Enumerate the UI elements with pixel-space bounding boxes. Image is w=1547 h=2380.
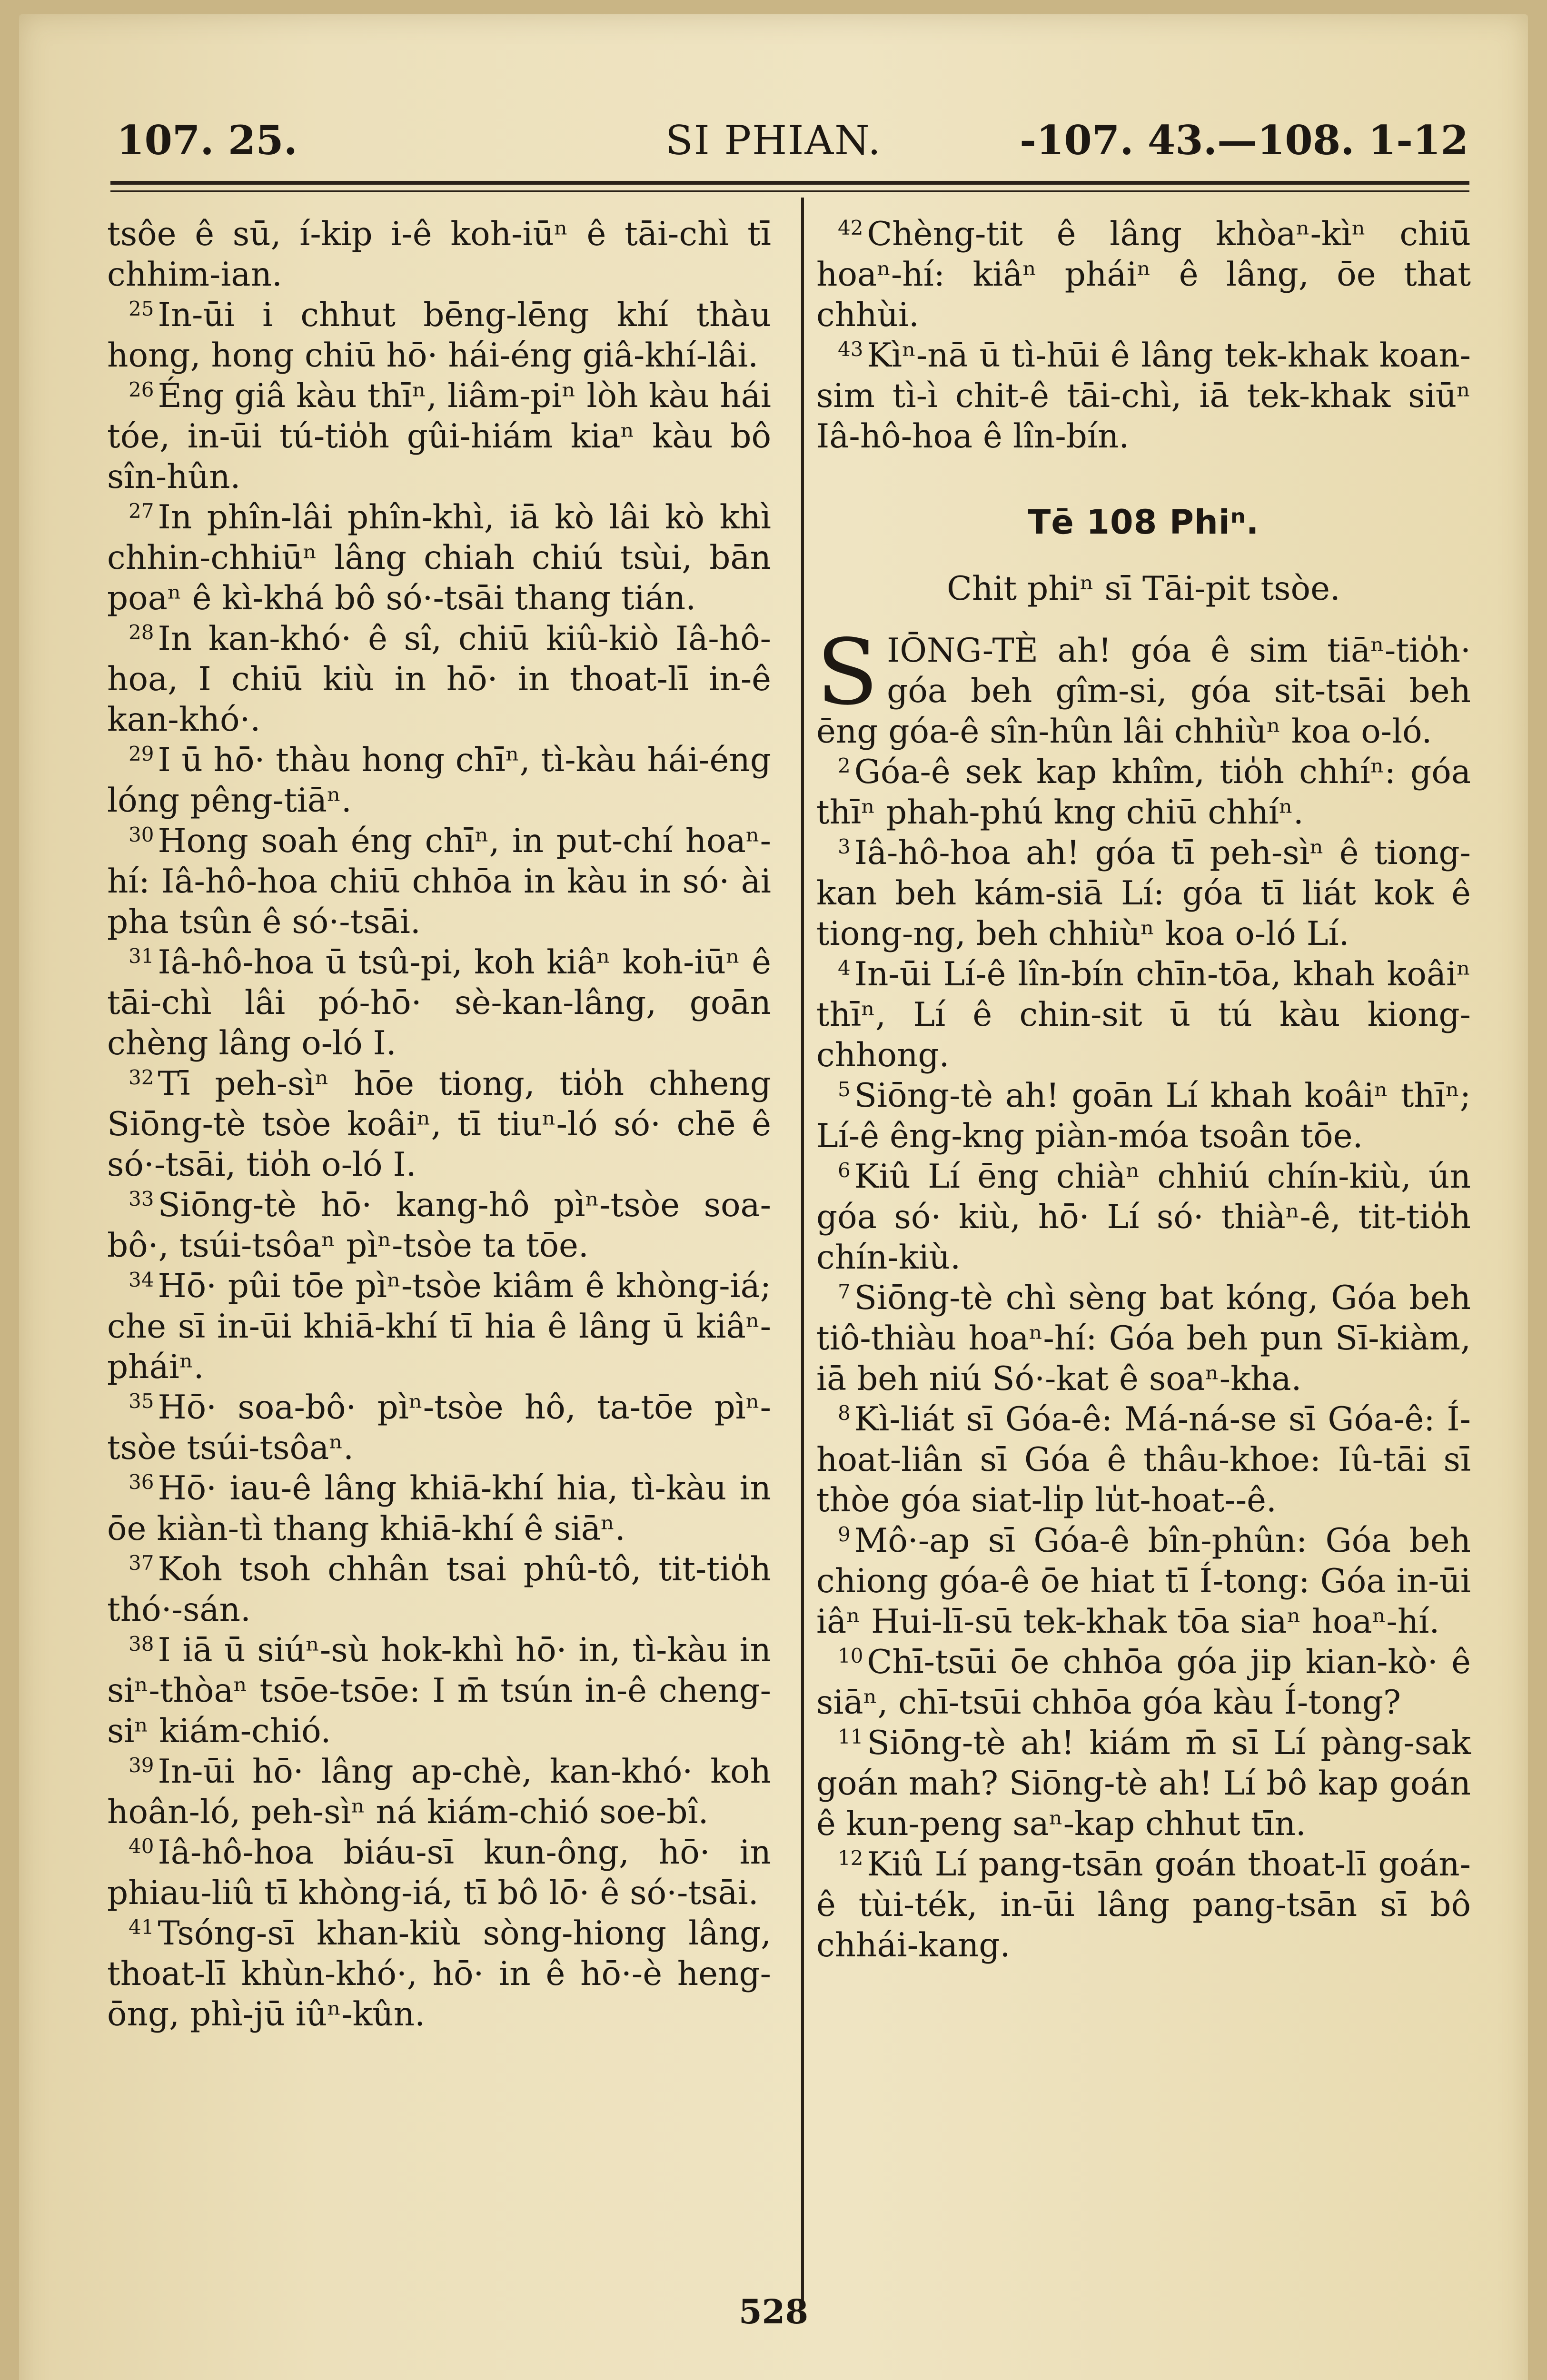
verse <box>107 295 771 376</box>
verse-text: Chèng-tit ê lâng khòaⁿ-kìⁿ chiū hoaⁿ-hí: kiâⁿ pháiⁿ ê lâng, ōe that chhùi. <box>816 215 1471 334</box>
verse-number: 4 <box>838 956 851 980</box>
verse-number: 34 <box>129 1268 154 1291</box>
verse-number: 39 <box>129 1754 154 1777</box>
verse-number: 31 <box>129 944 154 968</box>
verse-text: Hong soah éng chīⁿ, in put-chí hoaⁿ-hí: Iâ-hô-hoa chiū chhōa in kàu in só· ài pha tsûn ê só·-tsāi. <box>107 822 771 941</box>
right-column <box>816 214 1471 1966</box>
verse <box>816 336 1471 457</box>
verse-text: In-ūi i chhut bēng-lēng khí thàu hong, hong chiū hō· hái-éng giâ-khí-lâi. <box>107 296 771 375</box>
verse-number: 42 <box>838 216 863 239</box>
verse <box>816 752 1471 833</box>
verse-text: Éng giâ kàu thīⁿ, liâm-piⁿ lòh kàu hái tóe, in-ūi tú-tio̍h gûi-hiám kiaⁿ kàu bô sîn-hûn. <box>107 377 771 496</box>
verse <box>816 954 1471 1076</box>
verse <box>107 1064 771 1185</box>
verse <box>107 1833 771 1914</box>
verse <box>816 1521 1471 1642</box>
verse-number: 33 <box>129 1187 154 1210</box>
verse <box>816 1076 1471 1157</box>
left-column <box>107 214 771 2035</box>
verse-number: 25 <box>129 297 154 320</box>
page-number: 528 <box>738 2292 809 2331</box>
verse-number: 5 <box>838 1078 851 1101</box>
verse-number: 3 <box>838 835 851 858</box>
verse-text: In phîn-lâi phîn-khì, iā kò lâi kò khì chhin-chhiūⁿ lâng chiah chiú tsùi, bān poaⁿ ê kì-khá bô só·-tsāi thang tián. <box>107 498 771 617</box>
chapter-subtitle: Chit phiⁿ sī Tāi-pit tsòe. <box>947 570 1340 608</box>
verse-number: 8 <box>838 1401 851 1425</box>
drop-cap: S <box>816 620 879 725</box>
verse-text: I iā ū siúⁿ-sù hok-khì hō· in, tì-kàu in siⁿ-thòaⁿ tsōe-tsōe: I m̄ tsún in-ê cheng-siⁿ kiám-chió. <box>107 1631 771 1750</box>
verse-number: 41 <box>129 1915 154 1939</box>
verse-text: Siōng-tè ah! kiám m̄ sī Lí pàng-sak goán mah? Siōng-tè ah! Lí bô kap goán ê kun-peng saⁿ-kap chhut tīn. <box>816 1724 1471 1843</box>
running-header-right: -107. 43.—108. 1-12 <box>1020 117 1468 164</box>
verse <box>107 214 771 295</box>
verse-text: Kiû Lí pang-tsān goán thoat-lī goán-ê tùi-ték, in-ūi lâng pang-tsān sī bô chhái-kang. <box>816 1845 1471 1964</box>
verse <box>107 740 771 821</box>
verse-number: 30 <box>129 823 154 846</box>
verse-number: 26 <box>129 378 154 401</box>
psalm-opening <box>816 620 1471 752</box>
verse <box>816 833 1471 954</box>
verse-text: In kan-khó· ê sî, chiū kiû-kiò Iâ-hô-hoa, I chiū kiù in hō· in thoat-lī in-ê kan-khó·. <box>107 620 771 739</box>
verse <box>107 497 771 619</box>
verse-number: 7 <box>838 1280 851 1303</box>
verse-text: Hō· soa-bô· pìⁿ-tsòe hô, ta-tōe pìⁿ-tsòe tsúi-tsôaⁿ. <box>107 1388 771 1467</box>
verse <box>107 1185 771 1266</box>
verse-text: Iâ-hô-hoa ah! góa tī peh-sìⁿ ê tiong-kan beh kám-siā Lí: góa tī liát kok ê tiong-ng, beh chhiùⁿ koa o-ló Lí. <box>816 834 1471 953</box>
verse <box>816 1723 1471 1844</box>
running-header-left: 107. 25. <box>117 117 298 164</box>
verse <box>107 1630 771 1752</box>
verse-number: 27 <box>129 499 154 523</box>
verse <box>816 1642 1471 1723</box>
verse <box>107 1914 771 2035</box>
verse-text: In-ūi Lí-ê lîn-bín chīn-tōa, khah koâiⁿ thīⁿ, Lí ê chin-sit ū tú kàu kiong-chhong. <box>816 955 1471 1074</box>
verse-text: Iâ-hô-hoa ū tsû-pi, koh kiâⁿ koh-iūⁿ ê tāi-chì lâi pó-hō· sè-kan-lâng, goān chèng lâng o-ló I. <box>107 943 771 1062</box>
verse-text: Siōng-tè chì sèng bat kóng, Góa beh tiô-thiàu hoaⁿ-hí: Góa beh pun Sī-kiàm, iā beh niú Só·-kat ê soaⁿ-kha. <box>816 1279 1471 1398</box>
verse-number: 9 <box>838 1523 851 1546</box>
running-header-title: SI PHIAN. <box>665 117 882 164</box>
verse-text: Iâ-hô-hoa biáu-sī kun-ông, hō· in phiau-liû tī khòng-iá, tī bô lō· ê só·-tsāi. <box>107 1834 771 1912</box>
header-rule-thick <box>110 181 1469 185</box>
verse-text: Kì-liát sī Góa-ê: Má-ná-se sī Góa-ê: Í-hoat-liân sī Góa ê thâu-khoe: Iû-tāi sī thòe góa siat-li̍p lu̍t-hoat--ê. <box>816 1400 1471 1519</box>
verse-number: 38 <box>129 1632 154 1656</box>
verse-number: 10 <box>838 1644 863 1667</box>
verse-text: Hō· pûi tōe pìⁿ-tsòe kiâm ê khòng-iá; che sī in-ūi khiā-khí tī hia ê lâng ū kiâⁿ-pháiⁿ. <box>107 1267 771 1386</box>
verse <box>816 1844 1471 1966</box>
first-verse-text: IŌNG-TÈ ah! góa ê sim tiāⁿ-tio̍h· góa beh gîm-si, góa sit-tsāi beh ēng góa-ê sîn-hûn lâi chhiùⁿ koa o-ló. <box>816 632 1471 751</box>
verse-text: Mô·-ap sī Góa-ê bîn-phûn: Góa beh chiong góa-ê ōe hiat tī Í-tong: Góa in-ūi iâⁿ Hui-lī-sū tek-khak tōa siaⁿ hoaⁿ-hí. <box>816 1522 1471 1641</box>
verse-text: Hō· iau-ê lâng khiā-khí hia, tì-kàu in ōe kiàn-tì thang khiā-khí ê siāⁿ. <box>107 1469 771 1548</box>
verse-text: Chī-tsūi ōe chhōa góa jip kian-kò· ê siāⁿ, chī-tsūi chhōa góa kàu Í-tong? <box>816 1643 1471 1722</box>
verse <box>107 821 771 942</box>
verse-number: 28 <box>129 621 154 644</box>
verse-text: I ū hō· thàu hong chīⁿ, tì-kàu hái-éng lóng pêng-tiāⁿ. <box>107 741 771 820</box>
verse-number: 12 <box>838 1846 863 1870</box>
verse-text: tsôe ê sū, í-kip i-ê koh-iūⁿ ê tāi-chì tī chhim-ian. <box>107 215 771 294</box>
verse <box>107 1752 771 1833</box>
verse <box>107 376 771 497</box>
verse-text: Tsóng-sī khan-kiù sòng-hiong lâng, thoat-lī khùn-khó·, hō· in ê hō·-è heng-ōng, phì-jū iûⁿ-kûn. <box>107 1914 771 2033</box>
verse-text: Tī peh-sìⁿ hōe tiong, tio̍h chheng Siōng-tè tsòe koâiⁿ, tī tiuⁿ-ló só· chē ê só·-tsāi, tio̍h o-ló I. <box>107 1065 771 1184</box>
verse-text: Siōng-tè hō· kang-hô pìⁿ-tsòe soa-bô·, tsúi-tsôaⁿ pìⁿ-tsòe ta tōe. <box>107 1186 771 1265</box>
verse <box>816 1157 1471 1278</box>
verse-number: 6 <box>838 1159 851 1182</box>
verse <box>816 1399 1471 1521</box>
verse-number: 37 <box>129 1551 154 1575</box>
verse-text: Koh tsoh chhân tsai phû-tô, tit-tio̍h thó·-sán. <box>107 1550 771 1629</box>
verse <box>107 1468 771 1549</box>
verse <box>816 214 1471 336</box>
verse <box>107 619 771 740</box>
verse-number: 11 <box>838 1725 863 1748</box>
verse <box>816 1278 1471 1399</box>
verse <box>107 1266 771 1388</box>
verse-text: Kìⁿ-nā ū tì-hūi ê lâng tek-khak koan-sim tì-ì chit-ê tāi-chì, iā tek-khak siūⁿ Iâ-hô-hoa ê lîn-bín. <box>816 337 1471 456</box>
verse-number: 36 <box>129 1470 154 1494</box>
column-divider <box>801 198 804 2301</box>
header-rule-thin <box>110 190 1469 192</box>
verse-text: In-ūi hō· lâng ap-chè, kan-khó· koh hoân-ló, peh-sìⁿ ná kiám-chió soe-bî. <box>107 1753 771 1831</box>
verse-number: 40 <box>129 1835 154 1858</box>
verse <box>107 942 771 1064</box>
verse-number: 2 <box>838 754 851 777</box>
verse-number: 35 <box>129 1389 154 1413</box>
verse-text: Góa-ê sek kap khîm, tio̍h chhíⁿ: góa thīⁿ phah-phú kng chiū chhíⁿ. <box>816 753 1471 832</box>
verse <box>107 1388 771 1468</box>
verse-text: Siōng-tè ah! goān Lí khah koâiⁿ thīⁿ; Lí-ê êng-kng piàn-móa tsoân tōe. <box>816 1077 1471 1155</box>
chapter-title: Tē 108 Phiⁿ. <box>1028 503 1259 542</box>
verse-number: 29 <box>129 742 154 765</box>
verse-number: 43 <box>838 337 863 361</box>
verse-text: Kiû Lí ēng chiàⁿ chhiú chín-kiù, ún góa só· kiù, hō· Lí só· thiàⁿ-ê, tit-tio̍h chín-kiù. <box>816 1158 1471 1277</box>
verse <box>107 1549 771 1630</box>
verse-number: 32 <box>129 1066 154 1089</box>
